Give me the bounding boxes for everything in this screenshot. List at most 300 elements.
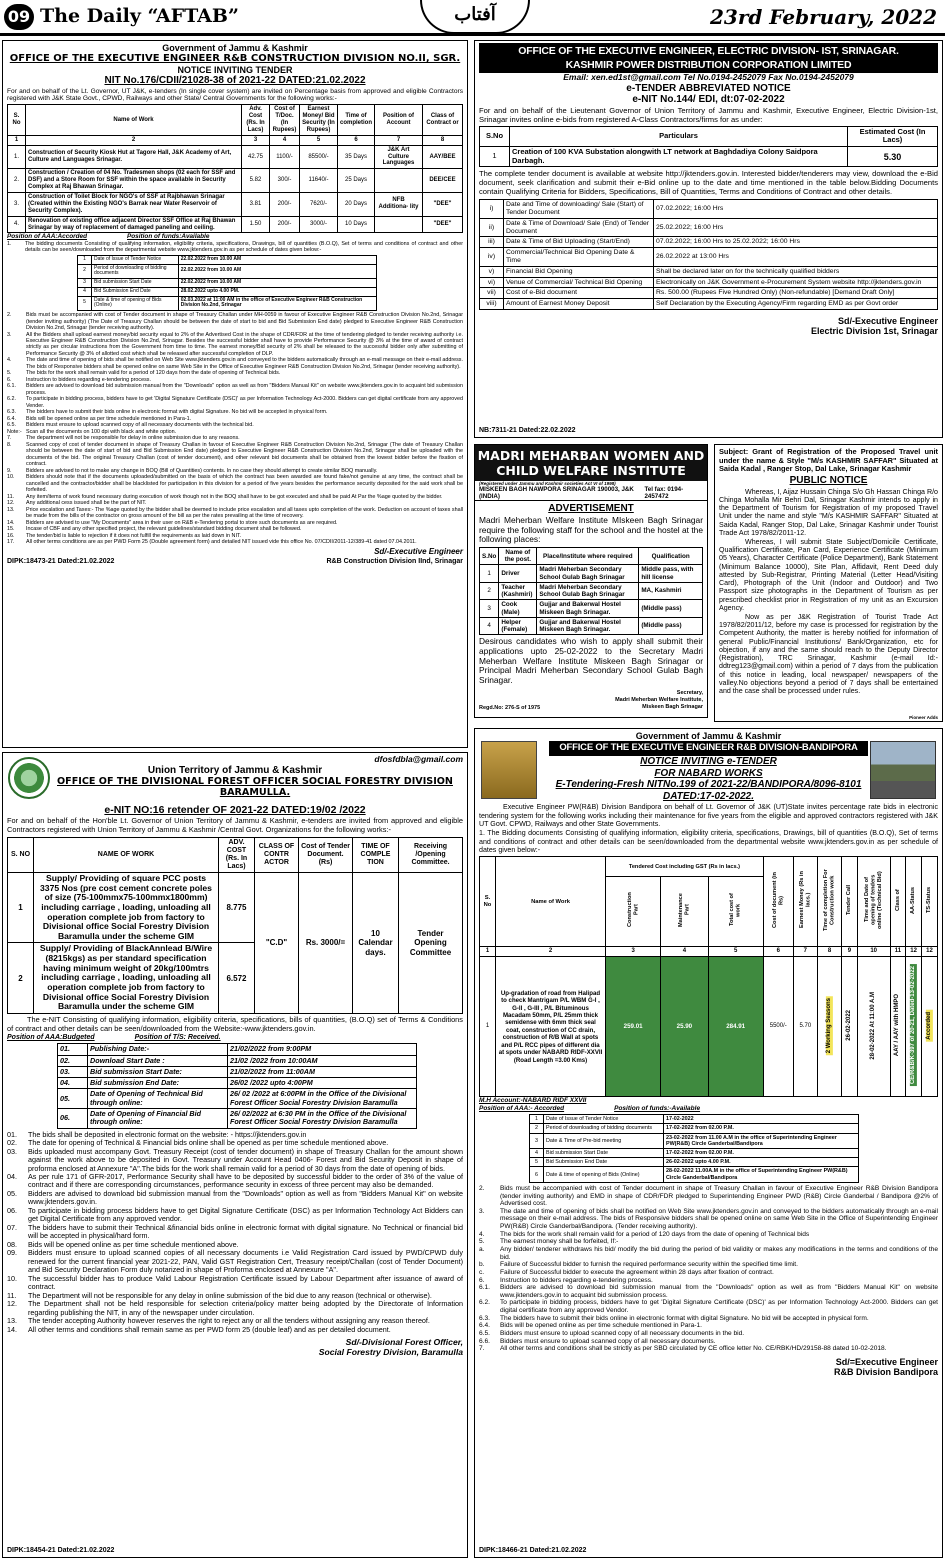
clause-number: 12. — [7, 500, 15, 507]
state-emblem-icon — [481, 741, 537, 799]
table-cell — [890, 957, 906, 1097]
table-cell: Electronically on J&K Government e-Procurement System website http://jktenders.gov.in — [654, 277, 938, 288]
table-cell: Date & Time of Bid Uploading (Start/End) — [504, 237, 654, 248]
clause-text: Any additional cess issued shall be the part of NIT. — [26, 500, 147, 507]
table-cell: Up-gradation of road from Halipad to check Mantrigam P/L WBM G-I , G-II , G-III , P/L Bituminous Macadam 50mm, P/L 25mm thick semidense with 6mm thick seal coat, construction of CC drain, construction of R/B Wall at spots and P/L RCC pipes of different dia at spots under NABARD RIDF-XXVII (Road Length =3.00 Kms) — [496, 957, 606, 1097]
table-cell: 2. — [8, 169, 26, 193]
table-cell: ii) — [480, 218, 504, 237]
rb-construction-notice: Government of Jammu & Kashmir OFFICE OF THE EXECUTIVE ENGINEER R&B CONSTRUCTION DIVISION NO.II, SGR. NOTICE INVITING TENDER NIT No.176/CDII/21028-38 of 2021-22 DATED:21.02.2022 For and on behalf of the Lt. Governor, UT J&K, e-tenders (In single cover system) are invited on Percentage basis from approved and eligible Contractors registered with J&K State Govt., CPWD, Railways and other State/ Central Governments for the following works:- S. No Name of Work Adv. Cost (Rs. In Lacs) Cost of T/Doc. (In Rupees) Earnest Money/ Bid Security (In Rupees) Time of completion Position of Account Class of Contract or 1 2 3 4 5 6 7 8 1. Construction of Security Kiosk Hut at Tagore Hall, J&K Academy of Art, Culture and Languages Srinagar. 42.75 1100/- 85500/- 35 Days J&K Art Culture Languages AAY/BEE 2. Construction / Creation of 04 No. Tradesmen shops (02 each for SSF and DSF) and a Store Room for SSF within the space available in Security Complex at Raj Bhawan Srinagar. 5.82 300/- 11640/- 25 Days DEE/CEE 3. Construction of Toilet Block for NGO's of SSF at Rajbhawan Srinagar (Created within the Existing NGO's Barrak near Water Reservoir of Security Complex). 3.81 200/- 7620/- 20 Days NFB Additiona- lity "DEE" 4. Renovation of existing office adjacent Director SSF Office at Raj Bhawan Srinagar by way of replacement of damaged paneling and ceiling. 1.50 200/- 3000/- 10 Days "DEE" Position of AAA:Accorded Position of funds:Available 1. The bidding documents Consisting of qualifying information, eligibility criteria, specifications, Drawings, bill of quantities (B.O.Q), Set of terms and conditions of contract and other details can be seen/downloaded from the departmental website www.jktenders.gov.in as per schedule of dates given below:- 1 Date of Issue of Tender Notice 22.02.2022 from 10.00 AM 2 Period of downloading of bidding documents 22.02.2022 from 10.00 AM 3 Bid submission Start Date 22.02.2022 from 10.00 AM 4 Bid Submission End Date 28.02.2022 upto 4.00 PM. 5 Date & time of opening of Bids (Online) 02.03.2022 at 11:00 AM in the office of Executive Engineer R&B Construction Division No.2nd, Srinagar 2. Bids must be accompanied with cost of Tender document in shape of Treasury Challan under MH-0059 in favour of Executive Engineer R&B Construction Division No.2nd, Srinagar (tender inviting authority) (The Date of Treasury Challan should be between the date of start to bid and Bid Submission End date) pledged to Executive Engineer R&B Construction Division No.2nd, Srinagar (tender receiving authority). 3. All the Bidders shall upload earnest money/bid security equal to 2% of the Advertised Cost in the shape of CDR/FDR at the time of tendering pledged to tender receiving authority i.e. Executive Engineer R&B Construction Division No.2nd, Srinagar. Besides the successful bidder shall have to provide Performance Security @ 3% at the time of award of contract strictly as per circular instructions from the Government from time to time. The earnest money/Bid security of 2% shall be released to the successful bidder only after submitting of Performance Security @ 3% of allotted cost which shall be released after successful completion of DLP. 4. The date and time of opening of bids shall be notified on Web Site www.jktenders.gov.in and conveyed to the bidders automatically through an e-mail message on their e-mail address. The bids of Responsive bidders shall be opened online on same Web Site in the Office of Executive Engineer R&B Construction Division No.2nd, Srinagar (tender receiving authority). 5. The bids for the work shall remain valid for a period of 120 days from the date of opening of Technical bids. 6. Instruction to bidders regarding e-tendering process. 6.1. Bidders are advised to download bid submission manual from the "Downloads" option as well as from "Bidders Manual Kit" on website www.jktenders.gov.in to acquaint bid submission process. 6.2. To participate in bidding process, bidders have to get 'Digital Signature Certificate (DSC)' as per Information Technology Act-2000. Bidders can get digital certificate from any approved Vender. 6.3. The bidders have to submit their bids online in electronic format with digital Signature. No bid will be accepted in physical form. 6.4. Bids will be opened online as per time schedule mentioned in Para-1. 6.5. Bidders must ensure to upload scanned copy of all necessary documents with the technical bid. Note:- Scan all the documents on 100 dpi with black and white option. 7. The department will not be responsible for delay in online submission due to any reasons. 8. Scanned copy of cost of tender document in shape of Treasury Challan in favour of Executive Engineer R&B Construction Division No.2nd, Srinagar (The date of Treasury Challan should be between the date of start of bid and Bid Submission End date) pledged to Executive Engineer R&B Construction Division No.2nd, Srinagar shall be uploaded with the documents of the bid. The original Treasury Challan (cost of tender document), and other relevant bid documents shall be obtained from the lowest bidder before the fixation of contract. 9. Bidders are advised to not to make any change in BOQ (Bill of Quantities) contents. In no case they should attempt to create similar BOQ manually. 10. Bidders should note that if the documents uploaded/submitted on the basis of which the contract has been awarded are found fake/not genuine at any time, the contract shall be cancelled and the contractor/bidder shall be blacklisted for participation in this division for a period of five years besides the performance security deposited for the said work shall be forfeited. 11. Any item/items of work found necessary during execution of work though not in the BOQ shall have to be got executed and shall be paid At Par the %age quoted by the bidder. 12. Any additional cess issued shall be the part of NIT. 13. Price escalation and Taxes:- The %age quoted by the bidder shall be deemed to include price escalation and all taxes upto completion of the work. Deduction on account of taxes shall be made from the bills of the contractor on gross amount of the bill as per the rates prevailing at the time of recovery. 14. Bidders are advised to use "My Documents" area in their user on R&B e-Tendering portal to store such documents as are required. 15. Incase of CBF and any other specified project, the relevant guidelines/standard bidding document shall be followed. 16. The tender/bid is liable to rejection if it does not fulfill the requirements as laid down in NIT. 17. All other terms conditions are as per PWD Form 25 (Double agreement form) and detailed NIT issued vide this office No. 07/CDII/2011-12/389-41 dated 07.04.2011. Sd/-Executive Engineer DIPK:18473-21 Dated:21.02.2022 R&B Construction Division IInd, Srinagar — [2, 40, 468, 748]
table-cell: 1. — [8, 145, 26, 169]
clause-text: Any item/items of work found necessary during execution of work though not in the BOQ shall have to be got executed and shall be paid At Par the %age quoted by the bidder. — [26, 493, 443, 500]
table-row — [480, 565, 703, 582]
table-cell-text: Accorded — [926, 1011, 933, 1040]
table-cell: 26.02.2022 at 13:00 Hrs — [654, 248, 938, 267]
clause-text: The bids for the work shall remain valid for a period of 120 days from the date of opening of Technical bids. — [26, 370, 281, 377]
table-cell-text: 26-02-2022 — [846, 1010, 852, 1041]
clause-text: Failure of Successful bidder to execute the agreement within 28 days after fixation of contract. — [500, 1268, 774, 1276]
clause-text: Bidders must ensure to upload scanned copy of all necessary documents with the technical bid. — [26, 422, 254, 429]
forest-aaa: Position of AAA:Budgeted — [7, 1034, 95, 1042]
clause-number: 16. — [7, 532, 15, 539]
clause-text: All other terms and conditions shall remain same as per PWD form 25 (double leaf) and as per detailed document. — [28, 1324, 391, 1334]
table-cell: 1 — [8, 873, 34, 943]
table-cell: DEE/CEE — [423, 169, 463, 193]
table-cell: Date of Opening of Financial Bid through online: — [88, 1109, 228, 1129]
clause-number: 6. — [479, 1276, 485, 1284]
clause-number: 2. — [479, 1184, 485, 1192]
clause — [479, 1269, 938, 1277]
rb-clauses — [7, 312, 463, 545]
table-cell: Bid submission End Date: — [88, 1078, 228, 1089]
clause — [7, 312, 463, 331]
table-cell-text: 28-02-2022 At 11:00 A.M — [870, 991, 877, 1060]
band-dipk: DIPK:18466-21 Dated:21.02.2022 — [479, 1546, 587, 1554]
table-cell: "C.D" — [255, 873, 299, 1014]
table-col-number: 4 — [270, 135, 300, 145]
table-col-number: 6 — [338, 135, 375, 145]
pub-title: PUBLIC NOTICE — [789, 475, 868, 487]
clause-text: The date and time of opening of bids shall be notified on Web Site www.jktenders.gov.in and conveyed to the bidders automatically through an e-mail message on their e-mail address. The bids of Responsive bidders shall be opened online on same Web Site in the Office of Superintending Engineer PW(R&B) Circle Ganderbal/Bandipora. (Tender receiving authority). — [500, 1207, 938, 1231]
clause-text: To participate in bidding process, bidders have to get 'Digital Signature Certificate (DSC)' as per Information Technology Act-2000. Bidders can get digital certificate from any approved Vendor. — [500, 1299, 938, 1315]
table-header: Tendered Cost including GST (Rs in lacs.) — [606, 857, 764, 877]
table-cell — [375, 216, 423, 233]
clause — [7, 332, 463, 358]
table-header: Name of Work — [26, 105, 242, 136]
clause-number: 6.4. — [479, 1322, 490, 1330]
clause-text: The Department shall not be held responsible for selection criteria/policy matter being adopted by the Directorate of Information regarding publishing the NIT, in any of the newspaper under circulation. — [28, 1299, 463, 1317]
table-col-number: 7 — [375, 135, 423, 145]
table-header: S. No — [480, 857, 496, 947]
clause — [479, 1238, 938, 1246]
clause-text: Bids must be accompanied with cost of Tender document in shape of Treasury Challan in favour of Executive Engineer R&B Division Bandipora (tender inviting authority) and EMD in shape of CDR/FDR pledged to Superintending Engineer PWD (R&B) Circle Ganderbal / Bandipora @2% of Advertised cost. — [500, 1184, 938, 1208]
table-row — [78, 296, 377, 311]
table-cell: Madri Meherban Secondary School Gulab Bagh Srinagar — [537, 582, 639, 599]
clause-number: 09. — [7, 1248, 17, 1258]
table-cell: 1100/- — [270, 145, 300, 169]
table-cell: 2 — [78, 264, 92, 279]
forest-clauses — [7, 1131, 463, 1335]
clause-number: 6.3. — [7, 409, 16, 416]
table-col-number: 7 — [793, 947, 817, 957]
table-cell: 23-02-2022 from 11.00 A.M in the office of Superintending Engineer PW(R&B) Circle Ganderbal/Bandipora — [664, 1133, 859, 1148]
table-row — [58, 1089, 417, 1109]
rb-signature: Sd/-Executive Engineer — [374, 547, 463, 557]
clause-text: Bidders are advised to download bid submission manual from the "Downloads" option as well as from "Bidders Manual Kit" on website www.jktenders.gov.in to acquaint bid submission process. — [500, 1284, 938, 1299]
table-header: Time of completion — [338, 105, 375, 136]
clause-number: 2. — [7, 312, 12, 319]
table-cell: 25.02.2022; 16:00 Hrs — [654, 218, 938, 237]
clause-number: 6.6. — [479, 1337, 490, 1345]
clause-text: The bidders have to submit their bids online in electronic format with digital Signature. No bid will be accepted in physical form. — [26, 409, 328, 416]
table-header — [606, 877, 661, 947]
clause-text: The Department will not be responsible for any delay in online submission of the bid due to any reason (technical or otherwise). — [28, 1290, 432, 1300]
table-cell: 3.81 — [242, 193, 270, 217]
elec-nb: NB:7311-21 Dated:22.02.2022 — [479, 426, 576, 434]
clause-text: Bidders are advised to not to make any change in BOQ (Bill of Quantities) contents. In no case they should attempt to create similar BOQ manually. — [26, 467, 378, 474]
table-cell: 5.82 — [242, 169, 270, 193]
table-cell: Commercial/Technical Bid Opening Date & Time — [504, 248, 654, 267]
clause-text: Incase of CBF and any other specified project, the relevant guidelines/standard bidding document shall be followed. — [26, 526, 302, 533]
clause-number: 13. — [7, 1316, 17, 1326]
table-row — [8, 873, 463, 943]
table-cell: Date & Time of Download/ Sale (End) of Tender Document — [504, 218, 654, 237]
table-cell: 1 — [78, 255, 92, 264]
table-row — [480, 299, 938, 310]
table-row — [78, 279, 377, 288]
mm-adv: ADVERTISEMENT — [548, 503, 634, 515]
forest-works-table — [7, 837, 463, 1014]
table-cell: NFB Additiona- lity — [375, 193, 423, 217]
table-cell: Construction of Toilet Block for NGO's of SSF at Rajbhawan Srinagar (Created within the Existing NGO's Barrak near Water Reservoir of Security Complex). — [26, 193, 242, 217]
band-title: OFFICE OF THE EXECUTIVE ENGINEER R&B DIVISION-BANDIPORA — [549, 741, 868, 756]
clause-text: Instruction to bidders regarding e-tendering process. — [26, 376, 151, 383]
table-header — [817, 857, 841, 947]
table-cell — [906, 957, 922, 1097]
madri-meharban-ad — [474, 444, 708, 718]
pub-subject: Subject: Grant of Registration of the Proposed Travel unit under the name & Style "M/s KASHMIR SAFFAR" Situated at Saida Kadal , Ranger Stop, Dal Lake, Srinagar Kashmir — [719, 447, 938, 474]
rb-gov: Government of Jammu & Kashmir — [162, 43, 308, 53]
table-cell: Creation of 100 KVA Substation alongwith LT network at Baghdadiya Colony Saidpora Darbagh. — [510, 147, 848, 167]
clause — [479, 1315, 938, 1323]
table-row — [530, 1115, 859, 1124]
pub-para-2: Whereas, I will submit State Subject/Domicile Certificate, Qualification Certificate, Pan Card, Experience Certificate (Minimum 05 Years), Character Certificate (Police Department), Bank Statement (Minimum Balance 10000), Site Plan, Affidavit, Rent Deed duly attested by Sub-Registrar, Printing Material (Letter Head/Visiting Card), Photograph of the Unit (Indoor and Outdoor) and Two Passport size photographs in the Department of Tourism as per prescribed checklist prior in Registration of my unit as an Excursion Agency. — [719, 538, 938, 612]
table-header-label: Earnest Money (Rs in lacs.) — [798, 872, 812, 929]
clause-number: 14. — [7, 519, 15, 526]
mm-sec-3: Miskeen Bagh Srinagar — [642, 703, 703, 710]
table-cell — [857, 957, 890, 1097]
table-cell: 17-02-2022 from 02.00 P.M. — [664, 1124, 859, 1133]
clause-text: Bidders must ensure to upload scanned copies of all necessary documents i.e Valid Registration Card issued by PWD/CPWD duly renewed for the current financial year 2021-22, PAN, Valid GST Registration Cert, Treasury receipt/Challan (cost of Tender Document) and Bid Security Declaration Form duly notarized in shape of Proforma enclosed at Annexure "A". — [28, 1248, 463, 1275]
table-cell: 1 — [480, 957, 496, 1097]
table-cell: Construction / Creation of 04 No. Tradesmen shops (02 each for SSF and DSF) and a Store Room for SSF within the space available in Security Complex at Raj Bhawan Srinagar. — [26, 169, 242, 193]
clause-number: 14. — [7, 1324, 17, 1334]
table-row — [480, 617, 703, 634]
table-row — [58, 1066, 417, 1077]
pub-para-3: Now as per J&K Registration of Tourist Trade Act 1978/82/2011/12, before my case is processed for registration by the Competent Authority, the matter is hereby notified for information of general Public/Financial Institutions/ Bank/Organization, etc for objection, if any and the same should reach to the Deputy Director (Registration), TRC Srinagar, Kashmir (e-mail Id:-ddtreg123@gmail.com) within a period of 7 days from the publication of this notice in leading, local newspaper/ newspapers of the valley.No objections beyond a period of 7 days shall be entertained and the case shall be processed under rules. — [719, 612, 938, 695]
table-row — [58, 1109, 417, 1129]
table-cell: 04. — [58, 1078, 88, 1089]
table-cell: Date of Issue of Tender Notice — [92, 255, 179, 264]
table-header: NAME OF WORK — [34, 837, 219, 872]
table-header — [763, 857, 793, 947]
table-cell: 20 Days — [338, 193, 375, 217]
table-header-label: Time and Date of opening of tenders online (Technical Bid) — [864, 871, 883, 930]
table-cell: 17-02-2022 from 02.00 P.M. — [664, 1149, 859, 1158]
table-header: CLASS OF CONTR ACTOR — [255, 837, 299, 872]
elec-intro: For and on behalf of the Lieutenant Governor of Union Territory of Jammu and Kashmir, Executive Engineer, Electric Division-1st, Srinagar invites online e-bids from registered A-Class Contractors/firms for as under: — [479, 105, 938, 124]
table-row — [8, 193, 463, 217]
table-row — [530, 1124, 859, 1133]
clause-number: 4. — [479, 1230, 485, 1238]
table-header: ADV. COST (Rs. In Lacs) — [219, 837, 255, 872]
mm-title: MADRI MEHARBAN WOMEN AND CHILD WELFARE INSTITUTE — [475, 445, 707, 481]
bandipora-notice — [474, 728, 943, 1558]
table-cell: 3. — [8, 193, 26, 217]
table-cell: (Middle pass) — [639, 600, 703, 617]
clause — [7, 383, 463, 396]
table-cell: Date & Time of Pre-bid meeting — [544, 1133, 664, 1148]
table-header: Name of Work — [496, 857, 606, 947]
table-cell: Middle pass, with hill license — [639, 565, 703, 582]
clause-number: 8. — [7, 441, 12, 448]
table-row — [58, 1078, 417, 1089]
table-header: S. No — [8, 105, 26, 136]
table-row — [480, 218, 938, 237]
table-col-number: 3 — [606, 947, 661, 957]
table-cell: Gujjar and Bakerwal Hostel Miskeen Bagh Srinagar. — [537, 617, 639, 634]
table-cell: 07.02.2022; 16:00 Hrs to 25.02.2022; 16:00 Hrs — [654, 237, 938, 248]
table-cell: 26/02 /2022 upto 4:00PM — [228, 1078, 417, 1089]
table-cell: 3 — [530, 1133, 544, 1148]
table-col-number: 12 — [922, 947, 938, 957]
forest-title: OFFICE OF THE DIVISIONAL FOREST OFFICER SOCIAL FORESTRY DIVISION BARAMULLA. — [57, 776, 453, 799]
table-cell: Supply/ Providing of square PCC posts 3375 Nos (pre cost cement concrete poles of size (75-100mmx75-100mmx1800mm) including carriage , loading, unloading all operation complete job from factory to Divisional office Social Forestry Division Baramulla under the scheme GIM — [34, 873, 219, 943]
table-cell: 22.02.2022 from 10.00 AM — [178, 279, 376, 288]
table-cell: Helper (Female) — [499, 617, 537, 634]
table-col-number: 5 — [708, 947, 763, 957]
table-cell: Period of downloading of bidding documents — [544, 1124, 664, 1133]
mm-staff-table — [479, 547, 703, 635]
forest-email: dfosfdbla@gmail.com — [374, 754, 463, 764]
table-cell: 22.02.2022 from 10.00 AM — [178, 255, 376, 264]
table-cell: 5 — [530, 1158, 544, 1167]
table-cell: 42.75 — [242, 145, 270, 169]
table-cell: Date of Issue of Tender Notice — [544, 1115, 664, 1124]
table-row — [480, 248, 938, 267]
table-cell: 4 — [480, 617, 499, 634]
clause-number: 07. — [7, 1222, 17, 1232]
table-cell: 10 Days — [338, 216, 375, 233]
forest-schedule-table — [57, 1043, 417, 1128]
electric-division-notice — [474, 40, 943, 438]
clause — [479, 1261, 938, 1269]
elec-contact: Email: xen.ed1st@gmail.com Tel No.0194-2452079 Fax No.0194-2452079 — [563, 72, 854, 83]
clause-number: 6.1. — [479, 1284, 490, 1292]
table-cell: 1.50 — [242, 216, 270, 233]
table-header — [922, 857, 938, 947]
elec-title-1: OFFICE OF THE EXECUTIVE ENGINEER, ELECTRIC DIVISION- IST, SRINAGAR. — [479, 43, 938, 59]
table-col-number: 8 — [423, 135, 463, 145]
table-header — [661, 877, 708, 947]
elec-signature: Sd/-Executive Engineer — [837, 316, 938, 327]
band-mh: M.H Account:-NABARD RIDF XXVII — [479, 1097, 587, 1105]
table-cell: vi) — [480, 277, 504, 288]
table-cell: 1 — [530, 1115, 544, 1124]
clause-text: Bids must be accompanied with cost of Tender document in shape of Treasury Challan under MH-0059 in favour of Executive Engineer R&B Construction Division No.2nd, Srinagar (tender inviting authority) (The Date of Treasury Challan should be between the date of start to bid and Bid Submission End date) pledged to Executive Engineer R&B Construction Division No.2nd, Srinagar (tender receiving authority). — [26, 312, 463, 332]
clause — [7, 396, 463, 409]
clause-number: a. — [479, 1246, 485, 1253]
table-cell: Date & time of opening of Bids (Online) — [92, 296, 179, 311]
table-col-number: 4 — [661, 947, 708, 957]
table-header: Cost of T/Doc. (In Rupees) — [270, 105, 300, 136]
table-cell: 26-02-2022 upto 4.00 P.M. — [664, 1158, 859, 1167]
clause — [479, 1338, 938, 1346]
table-cell: 5.30 — [848, 147, 938, 167]
table-cell: 1 — [480, 147, 510, 167]
clause-number: 7. — [7, 435, 12, 442]
table-row — [480, 582, 703, 599]
table-header-label: Construction Part — [626, 893, 640, 928]
table-header-label: Total cost of work — [729, 894, 742, 927]
table-cell: 02.03.2022 at 11:00 AM in the office of Executive Engineer R&B Construction Division No.2nd, Srinagar — [178, 296, 376, 311]
table-cell: Construction of Security Kiosk Hut at Tagore Hall, J&K Academy of Art, Culture and Languages Srinagar. — [26, 145, 242, 169]
clause-number: 3. — [7, 331, 12, 338]
elec-schedule-table — [479, 199, 938, 310]
table-col-number: 12 — [906, 947, 922, 957]
mm-tel: Tel fax: 0194-2457472 — [644, 486, 684, 501]
table-row — [480, 288, 938, 299]
table-cell: Shall be declared later on for the technically qualified bidders — [654, 266, 938, 277]
clause-number: 7. — [479, 1345, 485, 1353]
table-cell: 10 Calendar days. — [353, 873, 399, 1014]
clause-text: Bidders are advised to use "My Documents" area in their user on R&B e-Tendering portal to store such documents as are required. — [26, 519, 338, 526]
table-row — [8, 145, 463, 169]
table-col-number: 11 — [890, 947, 906, 957]
table-header: Qualification — [639, 547, 703, 564]
clause-text: To participate in bidding process, bidders have to get 'Digital Signature Certificate (DSC)' as per Information Technology Act-2000. Bidders can get digital certificate from any approved Vender. — [26, 396, 463, 409]
table-cell: 26/ 02 /2022 at 6:00PM in the Office of the Divisional Forest Officer Social Forestry Division Baramulla — [228, 1089, 417, 1109]
mm-intro: Madri Meherban Welfare Institute MIskeen Bagh Srinagar require the following staff for the school and the hostel at the following places: — [479, 514, 703, 545]
clause-text: Price escalation and Taxes:- The %age quoted by the bidder shall be deemed to include price escalation and all taxes upto completion of the work. Deduction on account of taxes shall be made from the bills of the contractor on gross amount of the bill as per the rates prevailing at the time of recovery. — [26, 506, 463, 520]
table-cell: iv) — [480, 248, 504, 267]
forest-nit: e-NIT NO:16 retender OF 2021-22 DATED:19/02 /2022 — [104, 804, 366, 817]
table-cell: 22.02.2022 from 10.00 AM — [178, 264, 376, 279]
table-header: Particulars — [510, 126, 848, 146]
table-cell: 07.02.2022; 16:00 Hrs — [654, 200, 938, 219]
mm-para: Desirous candidates who wish to apply shall submit their applications upto 25-02-2022 to the Secretary Madri Meherban Welfare Institute Miskeen Bagh Srinagar or Principal Madri Meherban Secondary School Gulab Bagh Srinagar. — [479, 636, 703, 685]
clause-number: 03. — [7, 1146, 17, 1156]
clause-text: As per rule 171 of GFR-2017, Performance Security shall have to be deposited by successful bidder to the order of 3% of the value of contract and if there are corresponding circumstances, performance security in excess of three percent may also be demanded. — [28, 1171, 463, 1190]
clause-text: Bids will be opened online as per time schedule mentioned above. — [28, 1239, 239, 1249]
clause-text: The department will not be responsible for delay in online submission due to any reasons. — [26, 435, 240, 442]
table-header: Cost of Tender Document. (Rs) — [299, 837, 353, 872]
table-cell: 284.91 — [708, 957, 763, 1097]
band-intro: Executive Engineer PW(R&B) Division Bandipora on behalf of Lt. Governor of J&K (UT)State invites percentage rate bids in electronic tendering system for the following works including their maintenance for five years from the eligible and approved contractors registered with J&K UT Govt. CPWD, Railways and other State Governments. — [479, 803, 938, 828]
road-photo — [870, 741, 936, 799]
forest-division-notice — [2, 752, 468, 1558]
table-row — [530, 1149, 859, 1158]
band-clauses — [479, 1185, 938, 1353]
band-gov: Government of Jammu & Kashmir — [635, 731, 782, 741]
table-cell: 3 — [78, 279, 92, 288]
table-row — [58, 1044, 417, 1055]
band-para-1: 1. The Bidding documents Consisting of qualifying information, eligibility criteria, specifications, Drawings, bill of quantities (B.O.Q), Set of terms and conditions of contract and other details can be seen/downloaded from the departmental website www.jktenders.gov.in as per schedule of dates given below:- — [479, 829, 938, 855]
clause-text: Failure of Successful bidder to furnish the required performance security within the specified time limit. — [500, 1261, 798, 1269]
table-cell: 5.70 — [793, 957, 817, 1097]
clause-number: 11. — [7, 493, 15, 500]
clause-text: The bidders have to submit their Technical &financial bids online in electronic format with digital signature. No Technical or financial bid will be accepted in physical/hard form. — [28, 1222, 463, 1241]
clause-text: The bidders have to submit their bids online in electronic format with digital Signature. No bid will be accepted in physical form. — [500, 1314, 869, 1322]
rb-title: OFFICE OF THE EXECUTIVE ENGINEER R&B CONSTRUCTION DIVISION NO.II, SGR. — [9, 53, 461, 65]
table-cell: 01. — [58, 1044, 88, 1055]
mm-addr: MISKEEN BAGH NAWPORA SRINAGAR 190003, J&K (INDIA) — [479, 486, 634, 501]
mm-sec-1: Secretary, — [676, 689, 703, 696]
table-row — [8, 169, 463, 193]
clause-text: To participate in bidding process bidders have to get Digital Signature Certificate (DSC) as per Information Technology Act Bidders can get Digital Certificate from any approved vendor. — [28, 1205, 463, 1224]
page-number: 09 — [4, 4, 34, 30]
band-office: R&B Division Bandipora — [833, 1367, 938, 1378]
table-cell: 6 — [530, 1167, 544, 1182]
clause — [7, 539, 463, 545]
clause-number: 17. — [7, 539, 15, 545]
clause-text: All other terms conditions are as per PWD Form 25 (Double agreement form) and detailed NIT issued vide this office No. 07/CDII/2011-12/389-41 dated 07.04.2011. — [26, 539, 417, 545]
table-row — [58, 1055, 417, 1066]
band-dates-table — [529, 1114, 859, 1183]
rb-header-row — [8, 105, 463, 136]
table-cell: Bid Submission End Date — [92, 287, 179, 296]
clause-number: 6.4. — [7, 415, 16, 422]
mm-regd: Regd.No: 276-S of 1975 — [479, 704, 541, 711]
clause — [479, 1284, 938, 1299]
mm-sec-2: Madri Meherban Welfare Institute, — [615, 696, 703, 703]
table-cell: 300/- — [270, 169, 300, 193]
table-col-number: 3 — [242, 135, 270, 145]
band-sub-1: NOTICE INVITING e-TENDER — [640, 756, 777, 768]
table-cell — [817, 957, 841, 1097]
table-cell: v) — [480, 266, 504, 277]
table-cell: Rs. 500.00 (Rupees Five Hundred Only) (Non-refundable) [Demand Draft Only] — [654, 288, 938, 299]
clause-number: c. — [479, 1268, 485, 1276]
clause-number: 11. — [7, 1290, 17, 1300]
table-header: S. NO — [8, 837, 34, 872]
elec-office: Electric Division 1st, Srinagar — [810, 326, 938, 337]
table-col-number: 8 — [817, 947, 841, 957]
table-cell: Bid Submission End Date — [544, 1158, 664, 1167]
clause-text: Instruction to bidders regarding e-tendering process. — [500, 1276, 653, 1284]
table-cell-text: CE/R&B/K-397 of 20-21, Dated-13-02-2022 — [910, 966, 917, 1085]
table-cell: Rs. 3000/= — [299, 873, 353, 1014]
table-header — [890, 857, 906, 947]
table-cell: 02. — [58, 1055, 88, 1066]
table-header: Earnest Money/ Bid Security (In Rupees) — [300, 105, 338, 136]
table-cell: Date & time of opening of Bids (Online) — [544, 1167, 664, 1182]
table-cell: 25 Days — [338, 169, 375, 193]
band-nit: E-Tendering-Fresh NITNo.199 of 2021-22/BANDIPORA/8096-8101 — [555, 779, 862, 791]
table-cell: 21/02 /2022 from 10:00AM — [228, 1055, 417, 1066]
elec-sub: e-TENDER ABBREVIATED NOTICE — [626, 82, 791, 94]
table-col-number: 9 — [842, 947, 858, 957]
table-cell: 4 — [530, 1149, 544, 1158]
clause — [7, 1275, 463, 1292]
pub-ads: Pioneer Adds — [909, 714, 938, 720]
rb-dates-table — [77, 255, 377, 311]
forest-office: Social Forestry Division, Baramulla — [318, 1347, 463, 1358]
table-cell: 7620/- — [300, 193, 338, 217]
band-works-table — [479, 856, 938, 1097]
clause — [479, 1185, 938, 1208]
clause-text: The date and time of opening of bids shall be notified on Web Site www.jktenders.gov.in and conveyed to the bidders automatically through an e-mail message on their e-mail address. The bids of Responsive bidders shall be opened online on same Web Site in the Office of Executive Engineer R&B Construction Division No.2nd, Srinagar (tender receiving authority). — [26, 357, 463, 370]
table-header: Name of the post. — [499, 547, 537, 564]
table-cell: 4. — [8, 216, 26, 233]
clause — [479, 1330, 938, 1338]
table-row — [480, 237, 938, 248]
table-header: Position of Account — [375, 105, 423, 136]
clause — [7, 1207, 463, 1224]
table-cell: 21/02/2022 from 11:00AM — [228, 1066, 417, 1077]
forest-para-2: The e-NIT Consisting of qualifying information, eligibility criteria, specifications, bills of quantities, (B.O.Q) set of Terms & Conditions of contract and other details can be seen/downloaded from the Website:-www.jktenders.gov.in. — [7, 1014, 463, 1033]
clause-number: 01. — [7, 1129, 17, 1139]
clause-text: Bidders are advised to download bid submission manual from the "Downloads" option as well as from "Bidders Manual Kit" on website www.jktenders.gov.in to acquaint bid submission process. — [26, 383, 463, 396]
table-cell — [922, 957, 938, 1097]
clause-text: Bidders should note that if the documents uploaded/submitted on the basis of which the contract has been awarded are found fake/not genuine at any time, the contract shall be cancelled and the contractor/bidder shall be blacklisted for participation in this division for a period of five years besides the performance security deposited for the said work shall be forfeited. — [26, 474, 463, 494]
table-cell: vii) — [480, 288, 504, 299]
forest-signature: Sd/-Divisional Forest Officer, — [345, 1337, 463, 1348]
table-cell: 2 — [530, 1124, 544, 1133]
clause-text: Bids will be opened online as per time schedule mentioned in Para-1. — [500, 1322, 702, 1330]
table-cell: Bid submission Start Date: — [88, 1066, 228, 1077]
clause-text: All the Bidders shall upload earnest money/bid security equal to 2% of the Advertised Cost in the shape of CDR/FDR at the time of tendering pledged to tender receiving authority i.e. Executive Engineer R&B Construction Division No.2nd, Srinagar. Besides the successful bidder shall have to provide Performance Security @ 3% at the time of award of contract strictly as per circular instructions from the Government from time to time. The earnest money/Bid security of 2% shall be released to the successful bidder only after submitting of Performance Security @ 3% of allotted cost which shall be released after successful completion of DLP. — [26, 331, 463, 357]
clause-text: The tender/bid is liable to rejection if it does not fulfill the requirements as laid down in NIT. — [26, 532, 242, 539]
clause-text: Bidders must ensure to upload scanned copy of all necessary documents in the bid. — [500, 1330, 745, 1338]
